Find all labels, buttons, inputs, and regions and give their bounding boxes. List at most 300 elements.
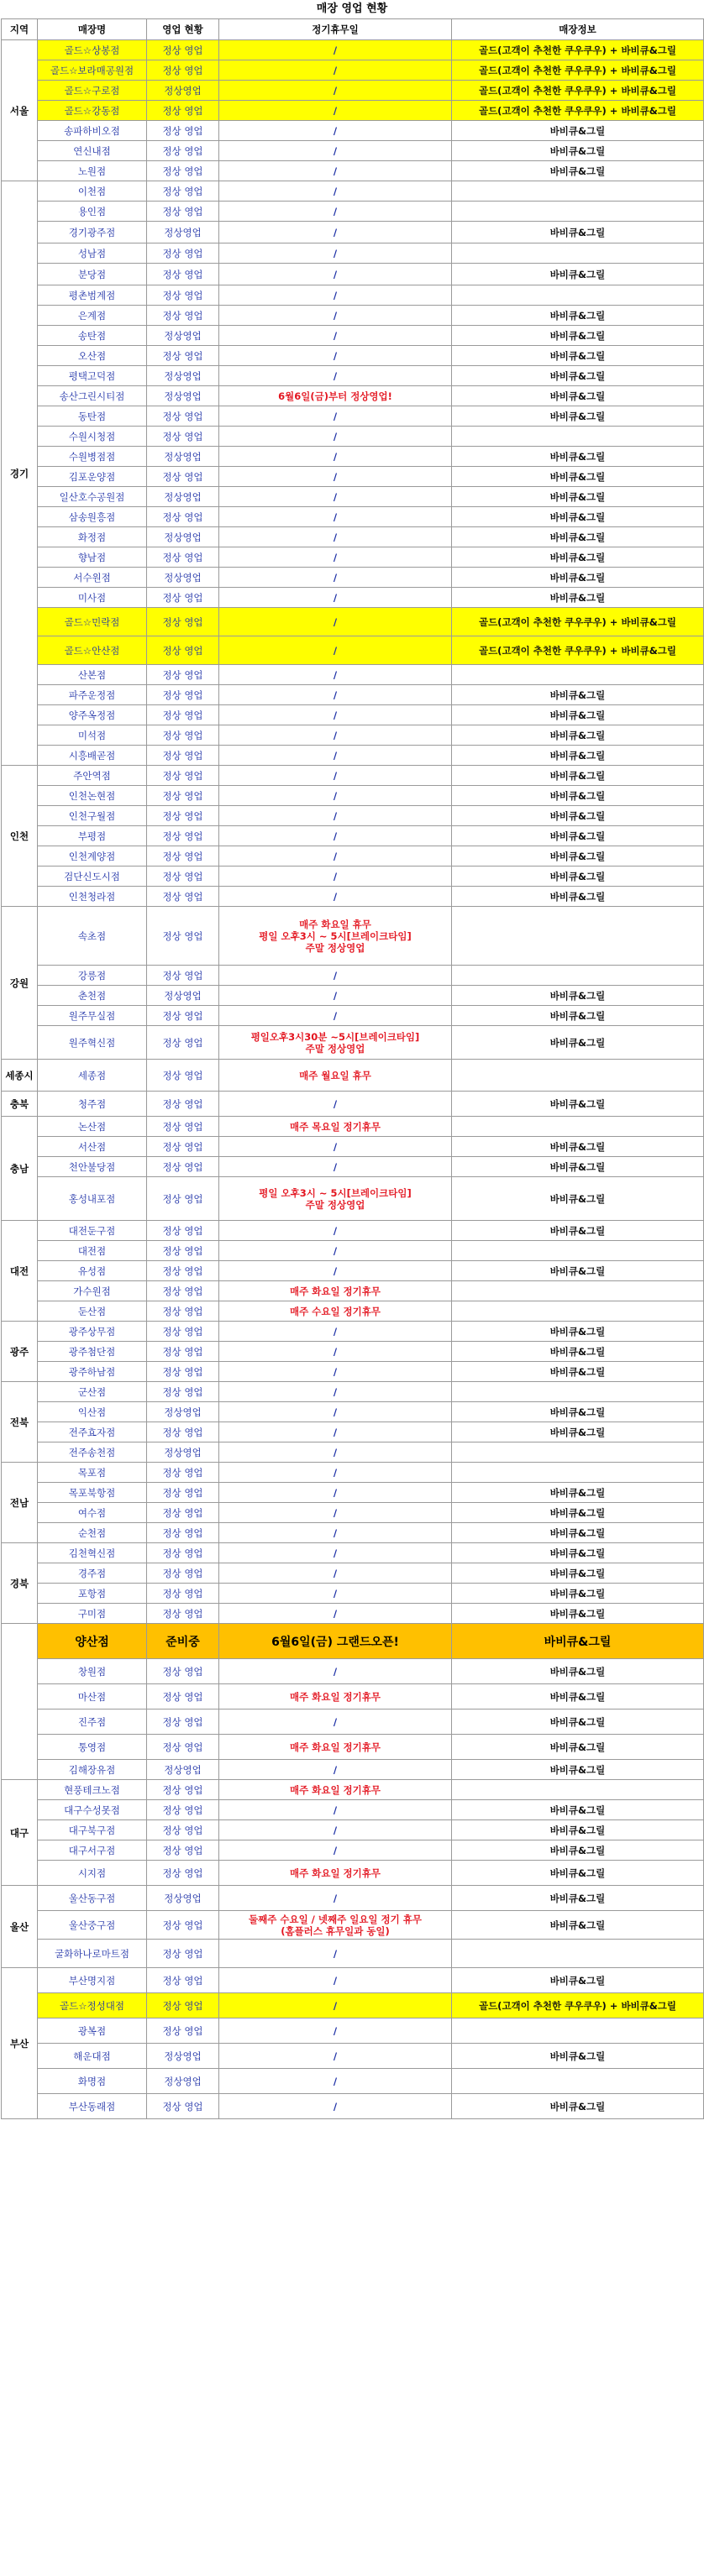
holiday-cell: / [219,507,452,527]
region-cell: 전남 [2,1463,38,1543]
store-name-cell: 용인점 [38,202,147,222]
store-name-cell: 수원병점점 [38,447,147,467]
holiday-cell: / [219,1322,452,1342]
status-cell: 정상 영업 [147,1241,219,1261]
table-row [2,636,704,665]
status-cell: 정상 영업 [147,636,219,665]
status-cell: 정상 영업 [147,766,219,786]
table-row [2,1221,704,1241]
store-info-cell: 바비큐&그릴 [452,1362,704,1382]
store-info-cell: 바비큐&그릴 [452,1026,704,1060]
status-cell: 정상 영업 [147,1137,219,1157]
table-row [2,1968,704,1993]
status-cell: 정상 영업 [147,665,219,685]
store-name-cell: 광주첨단점 [38,1342,147,1362]
store-info-cell: 바비큐&그릴 [452,447,704,467]
table-row [2,588,704,608]
region-cell: 경기 [2,181,38,766]
store-info-cell [452,1442,704,1463]
holiday-cell: / [219,2044,452,2069]
holiday-cell: / [219,161,452,181]
store-info-cell: 바비큐&그릴 [452,705,704,725]
store-name-cell: 골드☆구로점 [38,81,147,101]
page-title: 매장 영업 현황 [316,3,388,15]
table-row [2,366,704,386]
holiday-cell: / [219,725,452,746]
region-cell: 대구 [2,1780,38,1886]
holiday-cell: / [219,1886,452,1911]
status-cell: 정상 영업 [147,2094,219,2119]
table-row [2,1735,704,1760]
store-info-cell [452,285,704,306]
table-row [2,1503,704,1523]
table-row [2,1780,704,1800]
region-cell: 충남 [2,1117,38,1221]
table-row [2,1993,704,2018]
status-cell: 정상 영업 [147,1261,219,1281]
store-name-cell: 산본점 [38,665,147,685]
table-row [2,907,704,966]
table-row [2,1684,704,1709]
holiday-cell: / [219,346,452,366]
store-name-cell: 대전점 [38,1241,147,1261]
table-row [2,665,704,685]
status-cell: 정상영업 [147,527,219,547]
store-info-cell [452,1382,704,1402]
table-row [2,406,704,427]
holiday-cell: / [219,1422,452,1442]
holiday-cell: / [219,608,452,636]
store-name-cell: 은계점 [38,306,147,326]
store-info-cell: 바비큐&그릴 [452,568,704,588]
store-info-cell [452,1241,704,1261]
store-name-cell: 경기광주점 [38,222,147,243]
store-info-cell: 바비큐&그릴 [452,406,704,427]
table-row [2,264,704,285]
holiday-cell: / [219,427,452,447]
status-cell: 정상 영업 [147,907,219,966]
store-info-cell [452,1301,704,1322]
store-info-cell [452,1463,704,1483]
holiday-cell: 매주 화요일 정기휴무 [219,1780,452,1800]
store-info-cell: 바비큐&그릴 [452,306,704,326]
table-row [2,507,704,527]
store-name-cell: 검단신도시점 [38,867,147,887]
store-info-cell: 바비큐&그릴 [452,264,704,285]
store-info-cell: 골드(고객이 추천한 쿠우쿠우) + 바비큐&그릴 [452,40,704,60]
table-row [2,285,704,306]
status-cell: 정상 영업 [147,1584,219,1604]
holiday-cell: / [219,746,452,766]
holiday-cell: / [219,1659,452,1684]
table-row [2,222,704,243]
store-name-cell: 일산호수공원점 [38,487,147,507]
holiday-cell: / [219,202,452,222]
region-cell: 광주 [2,1322,38,1382]
table-row [2,306,704,326]
holiday-cell: / [219,1523,452,1543]
status-cell: 정상 영업 [147,1968,219,1993]
holiday-cell: / [219,406,452,427]
holiday-cell: / [219,547,452,568]
status-cell: 정상 영업 [147,40,219,60]
store-name-cell: 미사점 [38,588,147,608]
store-info-cell: 바비큐&그릴 [452,1584,704,1604]
holiday-cell: / [219,264,452,285]
store-info-cell: 바비큐&그릴 [452,1659,704,1684]
store-name-cell: 굴화하나로마트점 [38,1940,147,1968]
table-row [2,786,704,806]
holiday-cell: / [219,1092,452,1117]
status-cell: 정상영업 [147,1760,219,1780]
status-cell: 정상 영업 [147,1342,219,1362]
status-cell: 정상영업 [147,2044,219,2069]
store-info-cell: 바비큐&그릴 [452,1092,704,1117]
store-info-cell: 바비큐&그릴 [452,1760,704,1780]
store-info-cell: 바비큐&그릴 [452,1563,704,1584]
status-cell: 정상 영업 [147,1840,219,1861]
status-cell: 정상 영업 [147,1281,219,1301]
status-cell: 정상영업 [147,81,219,101]
status-cell: 정상 영업 [147,1322,219,1342]
store-info-cell: 바비큐&그릴 [452,2044,704,2069]
table-row [2,1301,704,1322]
store-info-cell: 바비큐&그릴 [452,1968,704,1993]
table-row [2,1241,704,1261]
holiday-cell: / [219,1543,452,1563]
store-info-cell: 바비큐&그릴 [452,161,704,181]
store-info-cell: 바비큐&그릴 [452,467,704,487]
store-info-cell: 바비큐&그릴 [452,386,704,406]
store-name-cell: 골드☆강동점 [38,101,147,121]
status-cell: 정상 영업 [147,1221,219,1241]
holiday-cell: / [219,1709,452,1735]
holiday-cell: / [219,1221,452,1241]
store-name-cell: 대전둔구점 [38,1221,147,1241]
status-cell: 정상 영업 [147,346,219,366]
table-row [2,826,704,846]
holiday-cell: / [219,81,452,101]
store-name-cell: 전주송천점 [38,1442,147,1463]
holiday-cell: / [219,887,452,907]
table-row [2,346,704,366]
region-cell: 서울 [2,40,38,181]
table-row [2,60,704,81]
status-cell: 정상 영업 [147,306,219,326]
status-cell: 정상 영업 [147,1362,219,1382]
store-info-cell: 바비큐&그릴 [452,1523,704,1543]
store-name-cell: 천안불당점 [38,1157,147,1177]
store-info-cell: 바비큐&그릴 [452,487,704,507]
store-name-cell: 경주점 [38,1563,147,1584]
store-name-cell: 목포점 [38,1463,147,1483]
holiday-cell: / [219,487,452,507]
table-row [2,1342,704,1362]
table-row [2,1026,704,1060]
table-row [2,1157,704,1177]
store-info-cell: 바비큐&그릴 [452,986,704,1006]
holiday-cell: / [219,568,452,588]
table-row [2,966,704,986]
store-info-cell: 바비큐&그릴 [452,1684,704,1709]
table-row [2,181,704,202]
holiday-cell: 매주 화요일 정기휴무 [219,1861,452,1886]
status-cell: 정상 영업 [147,60,219,81]
holiday-cell: 매주 화요일 정기휴무 [219,1281,452,1301]
holiday-cell: / [219,285,452,306]
store-name-cell: 파주운정점 [38,685,147,705]
store-info-cell: 바비큐&그릴 [452,766,704,786]
table-row [2,806,704,826]
status-cell: 정상 영업 [147,1780,219,1800]
store-name-cell: 양산점 [38,1624,147,1659]
holiday-cell: 평일오후3시30분 ~5시[브레이크타임] 주말 정상영업 [219,1026,452,1060]
holiday-cell: 둘째주 수요일 / 넷째주 일요일 정기 휴무 (홈플러스 휴무일과 동일) [219,1911,452,1940]
table-row [2,746,704,766]
store-info-cell: 바비큐&그릴 [452,1261,704,1281]
store-info-cell: 바비큐&그릴 [452,786,704,806]
store-info-cell: 골드(고객이 추천한 쿠우쿠우) + 바비큐&그릴 [452,1993,704,2018]
holiday-cell: / [219,243,452,264]
store-info-cell: 바비큐&그릴 [452,1322,704,1342]
holiday-cell: / [219,1968,452,1993]
holiday-cell: / [219,806,452,826]
table-row [2,326,704,346]
table-row [2,846,704,867]
store-name-cell: 향남점 [38,547,147,568]
status-cell: 정상 영업 [147,846,219,867]
table-row [2,386,704,406]
store-name-cell: 원주무실점 [38,1006,147,1026]
status-cell: 정상 영업 [147,1659,219,1684]
status-cell: 정상 영업 [147,1684,219,1709]
status-cell: 정상 영업 [147,243,219,264]
holiday-cell: 6월6일(금)부터 정상영업! [219,386,452,406]
table-row [2,1940,704,1968]
store-info-cell [452,243,704,264]
holiday-cell: / [219,447,452,467]
store-info-cell: 골드(고객이 추천한 쿠우쿠우) + 바비큐&그릴 [452,60,704,81]
status-cell: 정상 영업 [147,1006,219,1026]
holiday-cell: / [219,1820,452,1840]
status-cell: 정상 영업 [147,705,219,725]
holiday-cell: / [219,2094,452,2119]
status-cell: 정상영업 [147,1442,219,1463]
store-info-cell: 바비큐&그릴 [452,867,704,887]
store-name-cell: 광주상무점 [38,1322,147,1342]
store-name-cell: 울산동구점 [38,1886,147,1911]
table-row [2,1840,704,1861]
store-name-cell: 서수원점 [38,568,147,588]
table-header-row [2,19,704,40]
status-cell: 정상 영업 [147,1735,219,1760]
store-name-cell: 통영점 [38,1735,147,1760]
header-status: 영업 현황 [147,19,219,40]
store-info-cell: 바비큐&그릴 [452,222,704,243]
status-cell: 정상 영업 [147,826,219,846]
status-cell: 정상 영업 [147,786,219,806]
table-row [2,1911,704,1940]
store-info-cell: 바비큐&그릴 [452,1503,704,1523]
status-cell: 정상 영업 [147,806,219,826]
status-cell: 정상 영업 [147,121,219,141]
table-row [2,547,704,568]
store-info-cell [452,1060,704,1092]
holiday-cell: / [219,527,452,547]
region-cell: 강원 [2,907,38,1060]
holiday-cell: / [219,1463,452,1483]
store-name-cell: 강릉점 [38,966,147,986]
status-cell: 정상영업 [147,487,219,507]
store-name-cell: 김천혁신점 [38,1543,147,1563]
store-info-cell: 바비큐&그릴 [452,1886,704,1911]
status-cell: 정상 영업 [147,588,219,608]
status-cell: 정상 영업 [147,1820,219,1840]
store-info-cell: 바비큐&그릴 [452,1483,704,1503]
store-name-cell: 광복점 [38,2018,147,2044]
store-info-cell: 바비큐&그릴 [452,527,704,547]
table-row [2,427,704,447]
store-name-cell: 속초점 [38,907,147,966]
table-row [2,1422,704,1442]
table-row [2,1177,704,1221]
holiday-cell: / [219,2018,452,2044]
store-name-cell: 이천점 [38,181,147,202]
store-name-cell: 현풍테크노점 [38,1780,147,1800]
holiday-cell: / [219,1241,452,1261]
holiday-cell: / [219,966,452,986]
store-info-cell: 바비큐&그릴 [452,1157,704,1177]
status-cell: 정상 영업 [147,1709,219,1735]
status-cell: 정상 영업 [147,1422,219,1442]
holiday-cell: / [219,867,452,887]
store-info-cell: 바비큐&그릴 [452,1800,704,1820]
status-cell: 정상 영업 [147,887,219,907]
holiday-cell: / [219,121,452,141]
store-name-cell: 인천구월점 [38,806,147,826]
store-info-cell: 바비큐&그릴 [452,887,704,907]
store-name-cell: 구미점 [38,1604,147,1624]
table-row [2,447,704,467]
table-row [2,766,704,786]
store-info-cell: 바비큐&그릴 [452,806,704,826]
holiday-cell: / [219,1483,452,1503]
store-info-cell: 바비큐&그릴 [452,346,704,366]
store-info-cell: 바비큐&그릴 [452,1137,704,1157]
table-row [2,1624,704,1659]
table-row [2,1584,704,1604]
status-cell: 정상 영업 [147,1117,219,1137]
table-row [2,867,704,887]
table-body [2,40,704,2119]
status-cell: 정상 영업 [147,1177,219,1221]
status-cell: 정상영업 [147,386,219,406]
status-cell: 정상 영업 [147,1993,219,2018]
store-info-cell [452,1940,704,1968]
holiday-cell: / [219,1157,452,1177]
table-row [2,1117,704,1137]
holiday-cell: / [219,222,452,243]
store-name-cell: 둔산점 [38,1301,147,1322]
store-name-cell: 골드☆상봉점 [38,40,147,60]
table-row [2,1563,704,1584]
store-info-cell: 바비큐&그릴 [452,1861,704,1886]
store-name-cell: 골드☆정성대점 [38,1993,147,2018]
table-row [2,1523,704,1543]
store-name-cell: 노원점 [38,161,147,181]
header-holiday: 정기휴무일 [219,19,452,40]
status-cell: 정상영업 [147,326,219,346]
region-cell: 부산 [2,1968,38,2119]
header-store-info: 매장정보 [452,19,704,40]
holiday-cell: / [219,1760,452,1780]
region-cell: 충북 [2,1092,38,1117]
store-status-table [1,18,704,2119]
status-cell: 정상 영업 [147,467,219,487]
status-cell: 정상 영업 [147,101,219,121]
holiday-cell: / [219,665,452,685]
store-name-cell: 김포운양점 [38,467,147,487]
store-name-cell: 분당점 [38,264,147,285]
table-row [2,1463,704,1483]
store-name-cell: 춘천점 [38,986,147,1006]
holiday-cell: / [219,1940,452,1968]
store-name-cell: 인천논현점 [38,786,147,806]
status-cell: 준비중 [147,1624,219,1659]
table-row [2,101,704,121]
table-row [2,1442,704,1463]
store-info-cell: 바비큐&그릴 [452,1402,704,1422]
store-info-cell: 바비큐&그릴 [452,547,704,568]
status-cell: 정상영업 [147,2069,219,2094]
store-name-cell: 대구서구점 [38,1840,147,1861]
store-name-cell: 홍성내포점 [38,1177,147,1221]
status-cell: 정상 영업 [147,1483,219,1503]
table-row [2,1604,704,1624]
table-row [2,121,704,141]
store-name-cell: 마산점 [38,1684,147,1709]
status-cell: 정상 영업 [147,608,219,636]
holiday-cell: / [219,705,452,725]
store-info-cell: 바비큐&그릴 [452,826,704,846]
store-name-cell: 순천점 [38,1523,147,1543]
store-info-cell: 바비큐&그릴 [452,1735,704,1760]
status-cell: 정상 영업 [147,1940,219,1968]
table-row [2,1281,704,1301]
status-cell: 정상 영업 [147,1060,219,1092]
store-name-cell: 진주점 [38,1709,147,1735]
holiday-cell: / [219,1604,452,1624]
store-name-cell: 양주옥정점 [38,705,147,725]
store-info-cell: 골드(고객이 추천한 쿠우쿠우) + 바비큐&그릴 [452,101,704,121]
status-cell: 정상 영업 [147,1563,219,1584]
status-cell: 정상 영업 [147,1861,219,1886]
table-row [2,1382,704,1402]
status-cell: 정상 영업 [147,181,219,202]
table-row [2,1543,704,1563]
store-info-cell: 바비큐&그릴 [452,846,704,867]
store-name-cell: 수원시청점 [38,427,147,447]
holiday-cell: / [219,306,452,326]
status-cell: 정상 영업 [147,202,219,222]
store-info-cell: 바비큐&그릴 [452,1543,704,1563]
table-row [2,2044,704,2069]
region-cell: 세종시 [2,1060,38,1092]
region-cell: 전북 [2,1382,38,1463]
store-info-cell: 바비큐&그릴 [452,326,704,346]
store-name-cell: 전주효자점 [38,1422,147,1442]
status-cell: 정상 영업 [147,1543,219,1563]
